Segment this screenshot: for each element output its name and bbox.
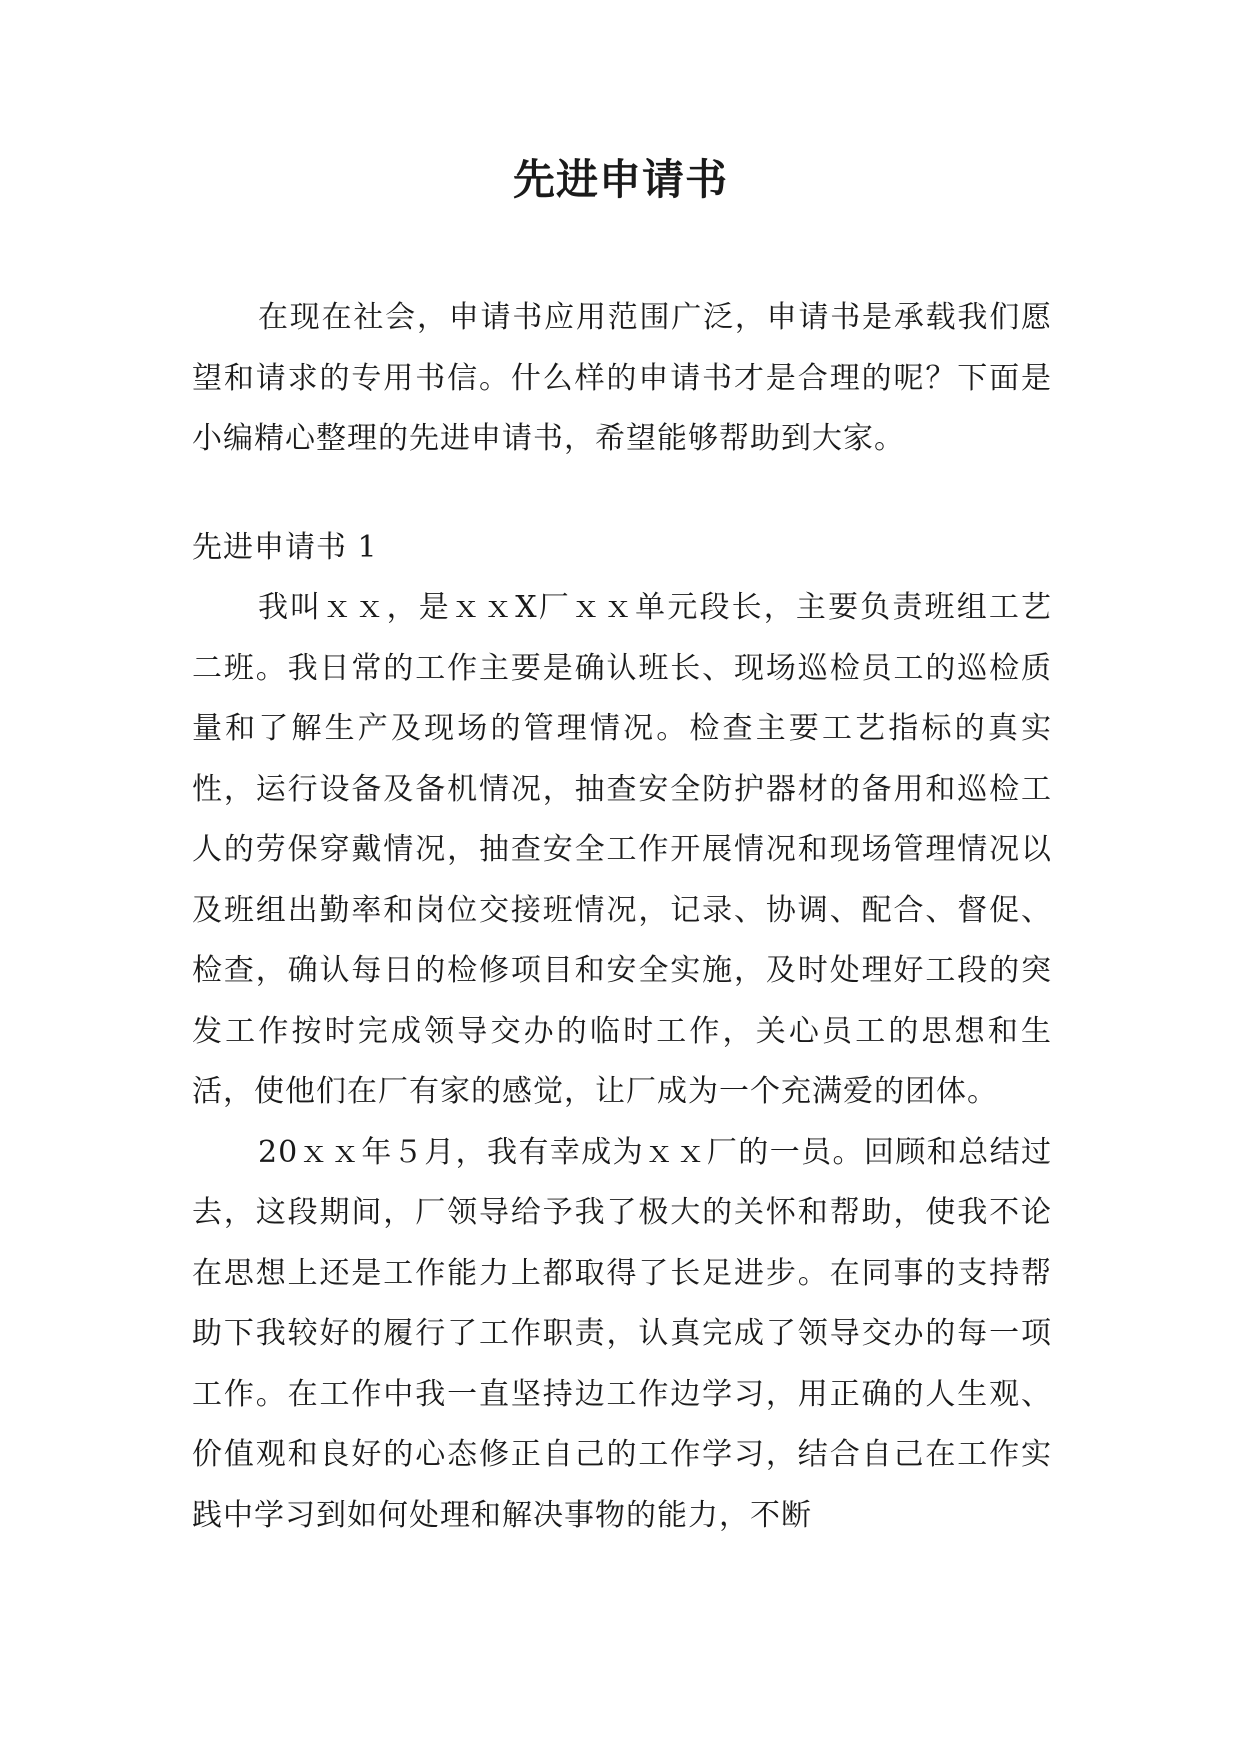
- paragraph-spacer: [192, 470, 1052, 518]
- intro-paragraph: 在现在社会，申请书应用范围广泛，申请书是承载我们愿望和请求的专用书信。什么样的申请书才是合理的呢？下面是小编精心整理的先进申请书，希望能够帮助到大家。: [192, 300, 1052, 456]
- body-paragraph-2: 20ｘｘ年５月，我有幸成为ｘｘ厂的一员。回顾和总结过去，这段期间，厂领导给予我了极大的关怀和帮助，使我不论在思想上还是工作能力上都取得了长足进步。在同事的支持帮助下我较好的履行了工作职责，认真完成了领导交办的每一项工作。在工作中我一直坚持边工作边学习，用正确的人生观、价值观和良好的心态修正自己的工作学习，结合自己在工作实践中学习到如何处理和解决事物的能力，不断: [192, 1134, 1052, 1533]
- document-title: 先进申请书: [512, 155, 728, 204]
- body-paragraph-1: 我叫ｘｘ，是ｘｘX厂ｘｘ单元段长，主要负责班组工艺二班。我日常的工作主要是确认班长、现场巡检员工的巡检质量和了解生产及现场的管理情况。检查主要工艺指标的真实性，运行设备及备机情况，抽查安全防护器材的备用和巡检工人的劳保穿戴情况，抽查安全工作开展情况和现场管理情况以及班组出勤率和岗位交接班情况，记录、协调、配合、督促、检查，确认每日的检修项目和安全实施，及时处理好工段的突发工作按时完成领导交办的临时工作，关心员工的思想和生活，使他们在厂有家的感觉，让厂成为一个充满爱的团体。: [192, 590, 1052, 1109]
- document-body: [192, 288, 1052, 1546]
- section-heading: 先进申请书 1: [192, 529, 378, 565]
